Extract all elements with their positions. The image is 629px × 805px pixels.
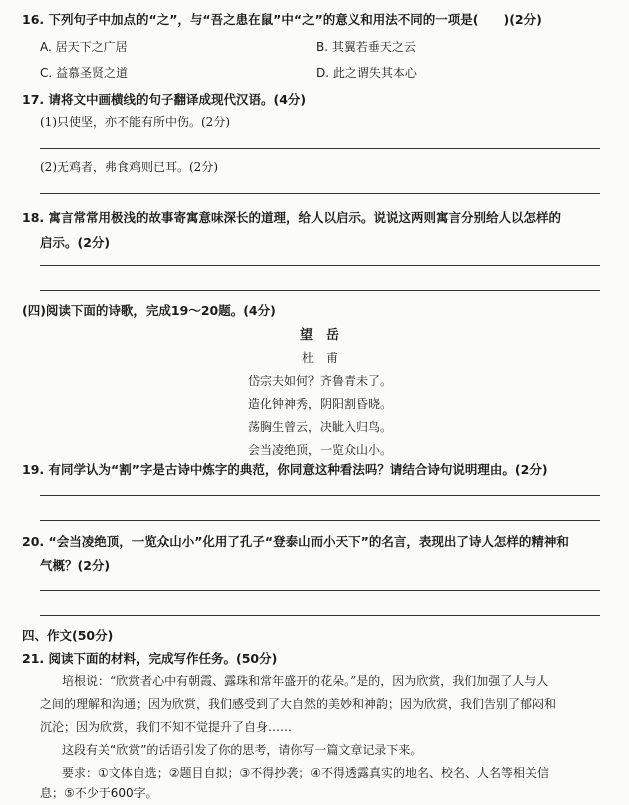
q17-stem: 17. 请将文中画横线的句子翻译成现代汉语。(4分): [22, 92, 307, 107]
essay-requirements-line1: 要求：①文体自选；②题目自拟；③不得抄袭；④不得透露真实的地名、校名、人名等相关信: [62, 766, 550, 780]
q16-option-b: B. 其翼若垂天之云: [316, 40, 416, 54]
essay-material-line2: 之间的理解和沟通；因为欣赏，我们感受到了大自然的美妙和神韵；因为欣赏，我们告别了郁闷和: [40, 697, 557, 711]
essay-requirements-line2: 息；⑤不少于600字。: [40, 786, 158, 800]
poem-author: 杜 甫: [302, 351, 339, 365]
q16-stem: 16. 下列句子中加点的“之”，与“吾之患在鼠”中“之”的意义和用法不同的一项是( )(2分): [22, 12, 542, 27]
q18-stem-line1: 18. 寓言常常用极浅的故事寄寓意味深长的道理，给人以启示。说说这两则寓言分别给人以怎样的: [22, 210, 561, 225]
answer-line[interactable]: [40, 193, 600, 194]
poem-line-2: 造化钟神秀，阴阳割昏晓。: [248, 397, 393, 411]
essay-prompt: 这段有关“欣赏”的话语引发了你的思考，请你写一篇文章记录下来。: [62, 743, 423, 757]
q17-sub1: (1)只使坚，亦不能有所中伤。(2分): [40, 115, 230, 129]
q21-stem: 21. 阅读下面的材料，完成写作任务。(50分): [22, 651, 278, 666]
answer-line[interactable]: [40, 615, 600, 616]
essay-heading: 四、作文(50分): [22, 628, 114, 643]
essay-material-line3: 沉沦；因为欣赏，我们不知不觉提升了自身……: [40, 720, 293, 734]
answer-line[interactable]: [40, 265, 600, 266]
q20-stem-line1: 20. “会当凌绝顶，一览众山小”化用了孔子“登泰山而小天下”的名言，表现出了诗人怎样的精神和: [22, 534, 569, 549]
poem-line-1: 岱宗夫如何？齐鲁青未了。: [248, 374, 393, 388]
answer-line[interactable]: [40, 590, 600, 591]
poem-line-4: 会当凌绝顶，一览众山小。: [248, 443, 393, 457]
q19-stem: 19. 有同学认为“割”字是古诗中炼字的典范，你同意这种看法吗？请结合诗句说明理由。(2分): [22, 462, 548, 477]
q16-option-a: A. 居天下之广居: [40, 40, 128, 54]
poem-title: 望 岳: [300, 328, 340, 343]
q20-stem-line2: 气概？(2分): [40, 558, 111, 573]
q16-option-d: D. 此之谓失其本心: [316, 66, 417, 80]
q18-stem-line2: 启示。(2分): [40, 235, 111, 250]
essay-material-line1: 培根说：“欣赏者心中有朝霞、露珠和常年盛开的花朵。”是的，因为欣赏，我们加强了人与人: [62, 674, 549, 688]
answer-line[interactable]: [40, 290, 600, 291]
q17-sub2: (2)无鸡者，弗食鸡则已耳。(2分): [40, 160, 218, 174]
q16-option-c: C. 益慕圣贤之道: [40, 66, 129, 80]
poem-line-3: 荡胸生曾云，决眦入归鸟。: [248, 420, 393, 434]
answer-line[interactable]: [40, 520, 600, 521]
answer-line[interactable]: [40, 495, 600, 496]
answer-line[interactable]: [40, 148, 600, 149]
section4-heading: (四)阅读下面的诗歌，完成19～20题。(4分): [22, 303, 276, 318]
